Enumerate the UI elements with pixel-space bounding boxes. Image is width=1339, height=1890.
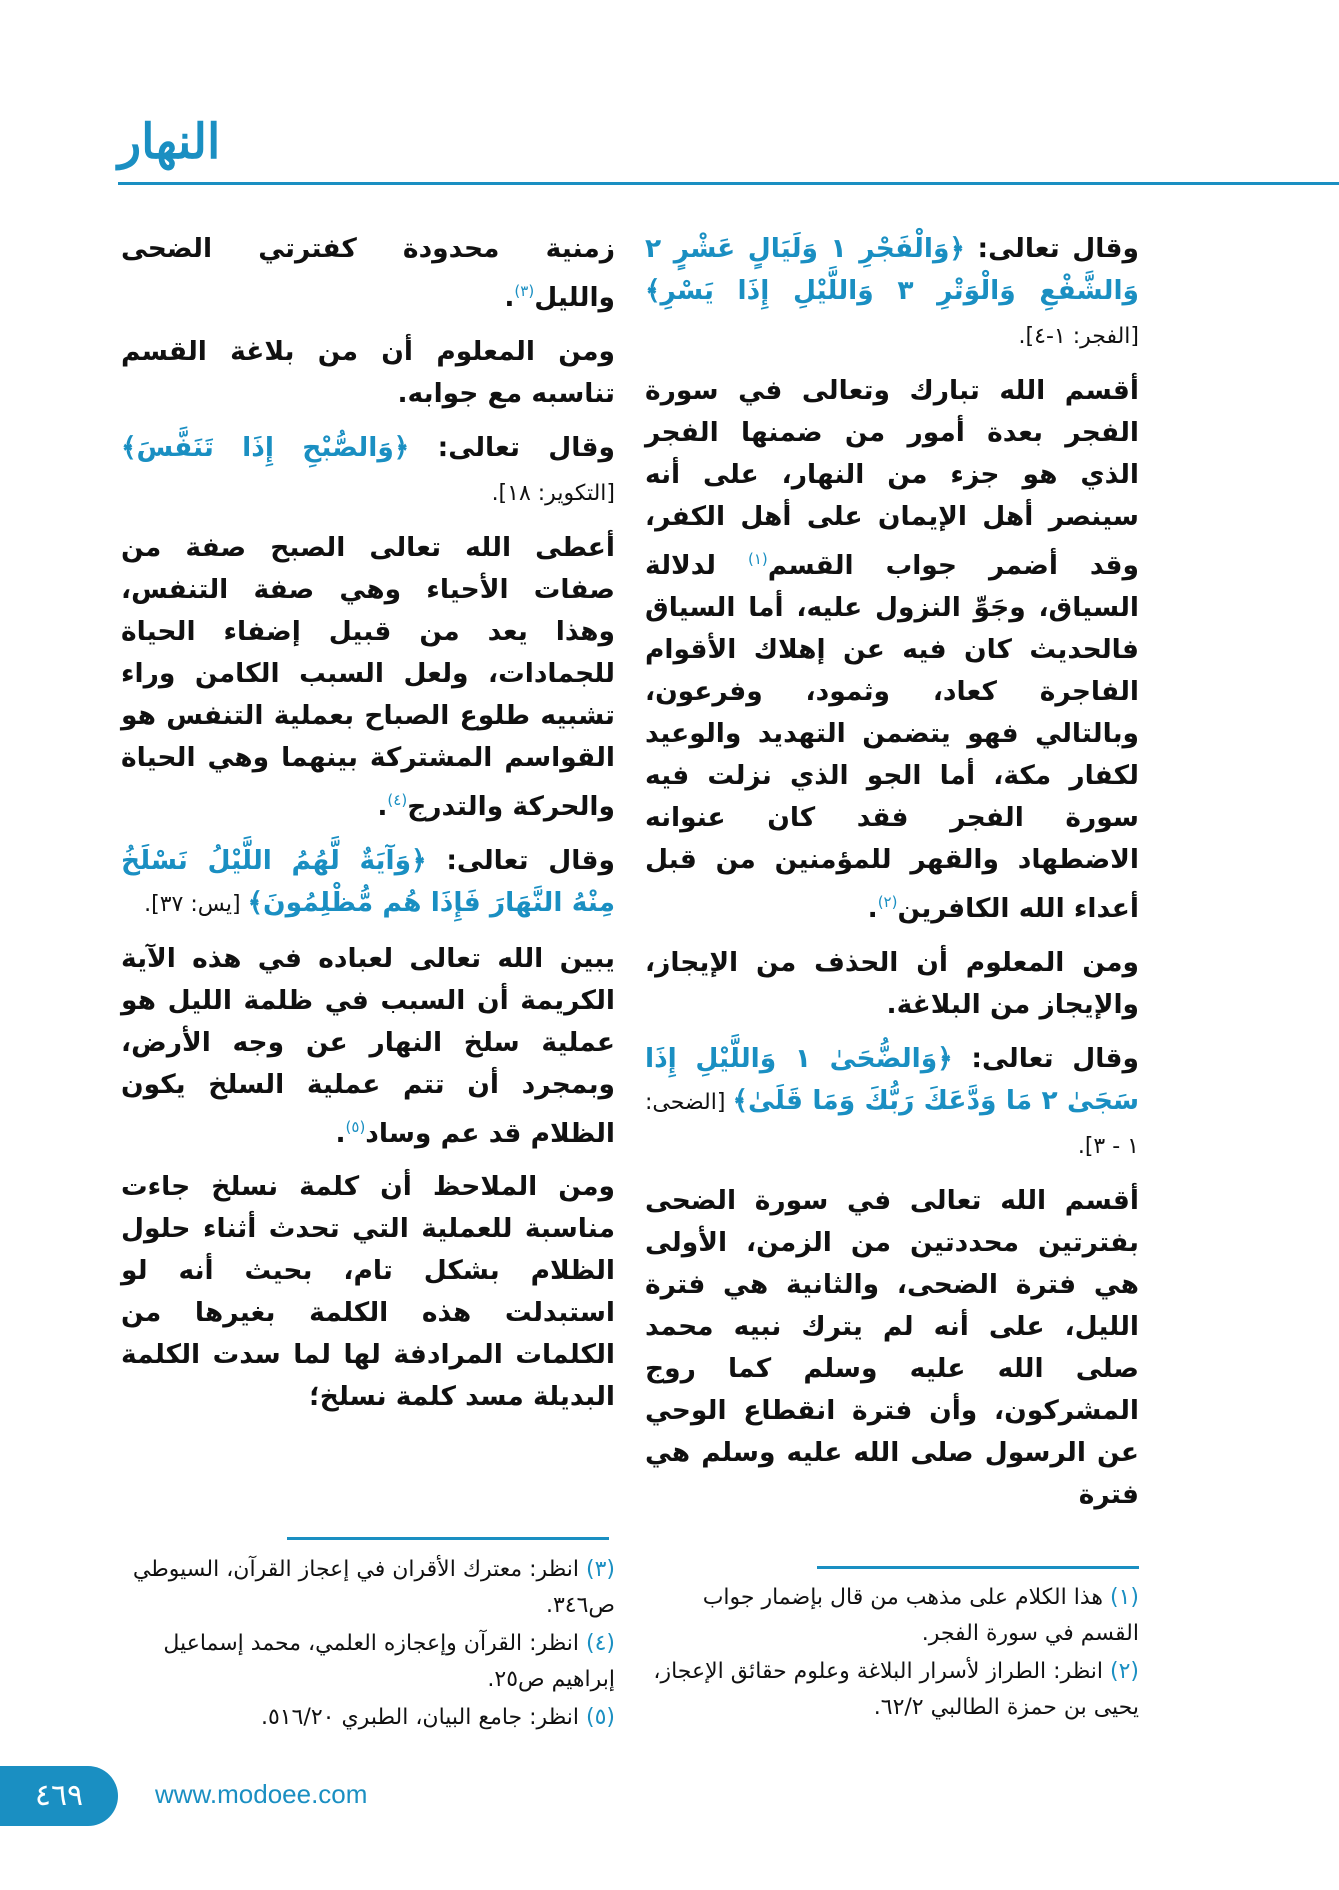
footnote: (٤) انظر: القرآن وإعجازه العلمي، محمد إسماعيل إبراهيم ص٢٥. [163, 1631, 615, 1692]
footnote-marker[interactable]: (٥) [345, 1117, 366, 1136]
header-rule [118, 182, 1339, 185]
page-number: ٤٦٩ [0, 1766, 118, 1826]
paragraph: وقال تعالى: ﴿وَآيَةٌ لَّهُمُ اللَّيْلُ نَسْلَخُ مِنْهُ النَّهَارَ فَإِذَا هُم مُّظْلِمُونَ﴾ [يس: ٣٧]. [121, 844, 616, 918]
paragraph: أقسم الله تبارك وتعالى في سورة الفجر بعدة أمور من ضمنها الفجر الذي هو جزء من النهار، على أنه سينصر أهل الإيمان على أهل الكفر، وقد أضمر جواب القسم$^{(١)}$ لدلالة السياق، وجَوِّ النزول عليه، أما السياق فالحديث كان فيه عن إهلاك الأقوام الفاجرة كعاد، وثمود، وفرعون، وبالتالي فهو يتضمن التهديد والوعيد لكفار مكة، أما الجو الذي نزلت فيه سورة الفجر فقد كان عنوانه الاضطهاد والقهر للمؤمنين من قبل أعداء الله الكافرين$^{(٢)}$. [645, 375, 1139, 924]
footnote-marker[interactable]: (٢) [877, 892, 898, 911]
footnote-rule [287, 1537, 609, 1540]
paragraph: يبين الله تعالى لعباده في هذه الآية الكريمة أن السبب في ظلمة الليل هو عملية سلخ النهار عن وجه الأرض، وبمجرد أن تتم عملية السلخ يكون الظلام قد عم وساد$^{(٥)}$. [121, 942, 615, 1149]
paragraph: زمنية محدودة كفترتي الضحى والليل$^{(٣)}$. [121, 233, 615, 313]
paragraph: أعطى الله تعالى الصبح صفة من صفات الأحياء وهي صفة التنفس، وهذا يعد من قبيل إضفاء الحياة للجمادات، ولعل السبب الكامن وراء تشبيه طلوع الصباح بعملية التنفس هو القواسم المشتركة بينهما وهي الحياة والحركة والتدرج$^{(٤)}$. [121, 531, 615, 822]
paragraph: ومن المعلوم أن الحذف من الإيجاز، والإيجاز من البلاغة. [645, 946, 1139, 1020]
quran-verse: ﴿وَالصُّبْحِ إِذَا تَنَفَّسَ﴾ [121, 431, 410, 463]
paragraph: وقال تعالى: ﴿وَالصُّبْحِ إِذَا تَنَفَّسَ﴾ [التكوير: ١٨]. [121, 431, 616, 506]
page-title: النهار [118, 114, 221, 170]
quran-verse: ﴿وَآيَةٌ لَّهُمُ اللَّيْلُ نَسْلَخُ مِنْهُ النَّهَارَ فَإِذَا هُم مُّظْلِمُونَ﴾ [121, 844, 615, 918]
verse-reference: [الضحى: ١ - ٣]. [645, 1089, 1139, 1159]
left-column [121, 228, 615, 1430]
footnote-marker[interactable]: (١) [747, 550, 768, 568]
footnote-marker[interactable]: (٣) [514, 282, 535, 300]
verse-reference: [التكوير: ١٨]. [491, 480, 615, 506]
verse-reference: [يس: ٣٧]. [144, 891, 248, 917]
verse-reference: [الفجر: ١-٤]. [1018, 324, 1139, 349]
right-column [645, 228, 1139, 1528]
footnote: (٢) انظر: الطراز لأسرار البلاغة وعلوم حقائق الإعجاز، يحيى بن حمزة الطالبي ٦٢/٢. [653, 1659, 1139, 1720]
quran-verse: ﴿وَالضُّحَىٰ ١ وَاللَّيْلِ إِذَا سَجَىٰ ٢ مَا وَدَّعَكَ رَبُّكَ وَمَا قَلَىٰ﴾ [645, 1042, 1140, 1116]
paragraph: وقال تعالى: ﴿وَالضُّحَىٰ ١ وَاللَّيْلِ إِذَا سَجَىٰ ٢ مَا وَدَّعَكَ رَبُّكَ وَمَا قَلَىٰ﴾ [الضحى: ١ - ٣]. [645, 1042, 1140, 1159]
footnotes-right [645, 1580, 1139, 1728]
footnotes-left [121, 1552, 615, 1738]
footnote: (١) هذا الكلام على مذهب من قال بإضمار جواب القسم في سورة الفجر. [702, 1585, 1139, 1646]
quran-verse: ﴿وَالْفَجْرِ ١ وَلَيَالٍ عَشْرٍ ٢ وَالشَّفْعِ وَالْوَتْرِ ٣ وَاللَّيْلِ إِذَا يَسْرِ﴾ [645, 233, 1139, 306]
paragraph: أقسم الله تعالى في سورة الضحى بفترتين محددتين من الزمن، الأولى هي فترة الضحى، والثانية هي فترة الليل، على أنه لم يترك نبيه محمد صلى الله عليه وسلم كما روج المشركون، وأن فترة انقطاع الوحي عن الرسول صلى الله عليه وسلم هي فترة [645, 1184, 1139, 1510]
footnote: (٣) انظر: معترك الأقران في إعجاز القرآن، السيوطي ص٣٤٦. [132, 1557, 615, 1618]
website-link[interactable]: www.modoee.com [155, 1779, 368, 1809]
paragraph: ومن المعلوم أن من بلاغة القسم تناسبه مع جوابه. [121, 335, 615, 409]
footnote-rule [817, 1566, 1139, 1569]
footnote: (٥) انظر: جامع البيان، الطبري ٥١٦/٢٠. [260, 1705, 615, 1730]
paragraph: وقال تعالى: ﴿وَالْفَجْرِ ١ وَلَيَالٍ عَشْرٍ ٢ وَالشَّفْعِ وَالْوَتْرِ ٣ وَاللَّيْلِ إِذَا يَسْرِ﴾ [الفجر: ١-٤]. [645, 233, 1140, 349]
footnote-marker[interactable]: (٤) [387, 790, 408, 809]
paragraph: ومن الملاحظ أن كلمة نسلخ جاءت مناسبة للعملية التي تحدث أثناء حلول الظلام بشكل تام، بحيث أنه لو استبدلت هذه الكلمة بغيرها من الكلمات المرادفة لها لما سدت الكلمة البديلة مسد كلمة نسلخ؛ [121, 1171, 615, 1413]
